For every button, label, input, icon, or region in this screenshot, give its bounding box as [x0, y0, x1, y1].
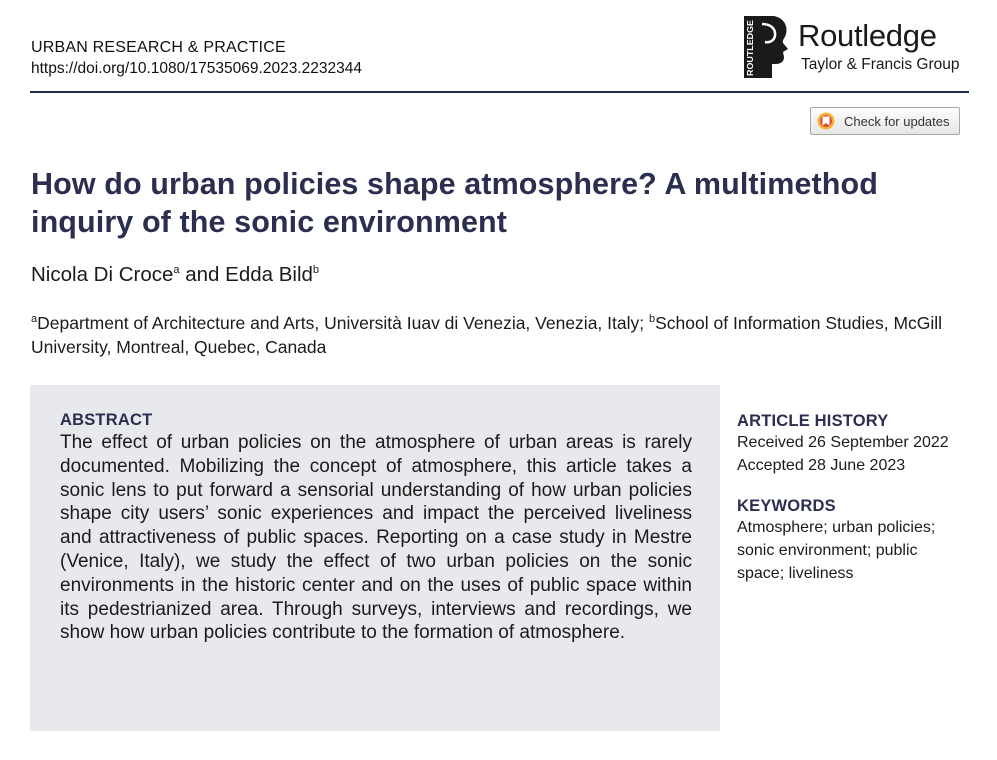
- affiliation-text: School of Information Studies, McGill University, Montreal, Quebec, Canada: [31, 313, 943, 357]
- header-divider: [30, 91, 969, 93]
- accepted-date: Accepted 28 June 2023: [737, 457, 906, 474]
- journal-name: URBAN RESEARCH & PRACTICE: [31, 39, 286, 56]
- affiliation-text: Department of Architecture and Arts, Università Iuav di Venezia, Venezia, Italy;: [37, 313, 645, 333]
- journal-header: [31, 37, 362, 79]
- affiliation-mark: a: [31, 313, 38, 326]
- routledge-vertical-text: ROUTLEDGE: [746, 25, 755, 76]
- doi-link[interactable]: https://doi.org/10.1080/17535069.2023.2232344: [31, 60, 362, 77]
- affiliation-mark: b: [312, 264, 320, 277]
- check-for-updates-button[interactable]: [810, 107, 960, 135]
- article-title: How do urban policies shape atmosphere? A multimethod inquiry of the sonic environment: [31, 167, 878, 239]
- author-list: [31, 262, 319, 288]
- routledge-vertical-wordmark: [744, 16, 756, 78]
- crossmark-icon: [817, 112, 835, 130]
- author-name[interactable]: Nicola Di Croce: [31, 263, 174, 286]
- article-history: [737, 411, 977, 477]
- article-history-heading: ARTICLE HISTORY: [737, 412, 889, 430]
- check-for-updates-label: Check for updates: [844, 113, 950, 129]
- author-name[interactable]: Edda Bild: [225, 263, 313, 286]
- abstract-heading: ABSTRACT: [60, 411, 153, 429]
- affiliation-mark: a: [173, 264, 180, 277]
- abstract-box: [30, 385, 720, 731]
- affiliation-mark: b: [649, 313, 656, 326]
- author-conjunction: and: [185, 263, 220, 286]
- publisher-name: Routledge: [798, 18, 937, 53]
- abstract-text: The effect of urban policies on the atmosphere of urban areas is rarely documented. Mobilizing the concept of atmosphere, this article takes a sonic lens to put forward a sensorial understanding of how urban policies shape city users’ sonic experiences and impact the perceived liveliness and attractiveness of public spaces. Reporting on a case study in Mestre (Venice, Italy), we study the effect of two urban policies on the sonic environments in the historic center and on the uses of public space within its pedestrianized area. Through surveys, interviews and recordings, we show how urban policies contribute to the formation of atmosphere.: [60, 432, 692, 644]
- publisher-group: Taylor & Francis Group: [801, 56, 960, 73]
- publisher-logo-block: [744, 16, 969, 80]
- keywords-text: Atmosphere; urban policies; sonic environment; public space; liveliness: [737, 519, 936, 582]
- keywords-section: [737, 496, 977, 585]
- keywords-heading: KEYWORDS: [737, 497, 836, 515]
- received-date: Received 26 September 2022: [737, 434, 949, 451]
- affiliations: [31, 311, 966, 359]
